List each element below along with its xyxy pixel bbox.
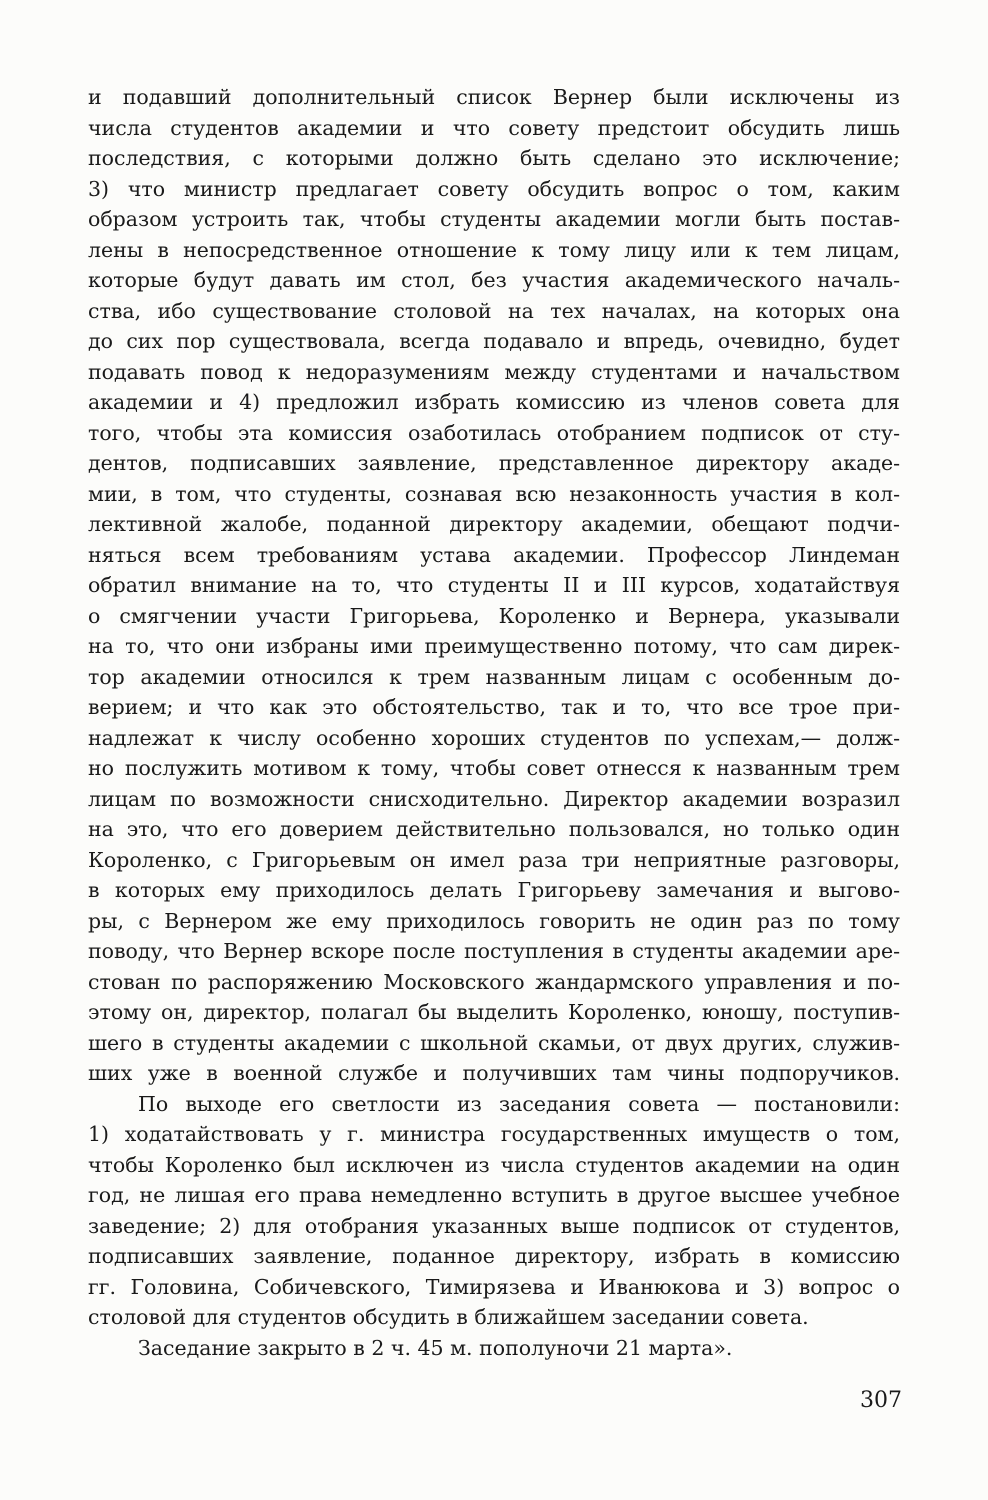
text-line: гг. Головина, Собичевского, Тимирязева и Иванюкова и 3) вопрос о	[88, 1274, 900, 1299]
text-line: тор академии относился к трем названным лицам с особенным до-	[88, 664, 900, 689]
text-line: шего в студенты академии с школьной скамьи, от двух других, служив-	[88, 1030, 900, 1055]
text-line: на то, что они избраны ими преимущественно потому, что сам дирек-	[88, 634, 900, 658]
text-line: ства, ибо существование столовой на тех началах, на которых она	[88, 298, 900, 323]
text-line: няться всем требованиям устава академии. Профессор Линдеман	[88, 542, 900, 567]
text-line: на это, что его доверием действительно пользовался, но только один	[88, 817, 900, 841]
text-line: год, не лишая его права немедленно вступить в другое высшее учебное	[88, 1183, 900, 1207]
text-line: дентов, подписавших заявление, представленное директору акаде-	[88, 451, 900, 475]
text-line: Короленко, с Григорьевым он имел раза три неприятные разговоры,	[88, 847, 900, 872]
body-text	[88, 82, 900, 1363]
text-line: Заседание закрыто в 2 ч. 45 м. пополуночи 21 марта».	[138, 1335, 733, 1360]
text-line: того, чтобы эта комиссия озаботилась отобранием подписок от сту-	[88, 420, 900, 445]
text-line: образом устроить так, чтобы студенты академии могли быть постав-	[88, 207, 900, 231]
text-line: последствия, с которыми должно быть сделано это исключение;	[88, 146, 900, 170]
text-line: которые будут давать им стол, без участия академического началь-	[88, 268, 900, 292]
text-line: в которых ему приходилось делать Григорьеву замечания и выгово-	[88, 878, 900, 902]
text-line: 1) ходатайствовать у г. министра государственных имуществ о том,	[88, 1122, 900, 1146]
text-line: до сих пор существовала, всегда подавало и впредь, очевидно, будет	[88, 329, 900, 353]
text-line: числа студентов академии и что совету предстоит обсудить лишь	[88, 115, 900, 140]
text-line: заведение; 2) для отобрания указанных выше подписок от студентов,	[88, 1213, 900, 1238]
text-line: ры, с Вернером же ему приходилось говорить не один раз по тому	[88, 908, 900, 933]
text-line: лены в непосредственное отношение к тому лицу или к тем лицам,	[88, 237, 900, 262]
text-line: академии и 4) предложил избрать комиссию из членов совета для	[88, 390, 900, 414]
text-line: этому он, директор, полагал бы выделить Короленко, юношу, поступив-	[88, 1000, 900, 1024]
text-line: надлежат к числу особенно хороших студентов по успехам,— долж-	[88, 725, 900, 750]
text-line: столовой для студентов обсудить в ближайшем заседании совета.	[88, 1305, 809, 1329]
text-line: подавать повод к недоразумениям между студентами и начальством	[88, 359, 900, 384]
text-line: верием; и что как это обстоятельство, так и то, что все трое при-	[88, 695, 900, 719]
text-line: обратил внимание на то, что студенты II и III курсов, ходатайствуя	[88, 573, 900, 597]
text-line: ших уже в военной службе и получивших там чины подпоручиков.	[88, 1061, 900, 1085]
text-line: чтобы Короленко был исключен из числа студентов академии на один	[88, 1152, 900, 1177]
text-line: мии, в том, что студенты, сознавая всю незаконность участия в кол-	[88, 481, 900, 506]
text-line: поводу, что Вернер вскоре после поступления в студенты академии аре-	[88, 939, 900, 963]
text-line: стован по распоряжению Московского жандармского управления и по-	[88, 969, 900, 994]
page-number: 307	[860, 1388, 902, 1413]
text-line: и подавший дополнительный список Вернер были исключены из	[88, 85, 900, 109]
text-line: лективной жалобе, поданной директору академии, обещают подчи-	[88, 512, 900, 536]
text-line: о смягчении участи Григорьева, Короленко и Вернера, указывали	[88, 603, 900, 628]
text-line: По выходе его светлости из заседания совета — постановили:	[138, 1091, 900, 1116]
text-line: лицам по возможности снисходительно. Директор академии возразил	[88, 786, 900, 811]
text-line: подписавших заявление, поданное директору, избрать в комиссию	[88, 1244, 900, 1268]
text-line: но послужить мотивом к тому, чтобы совет отнесся к названным трем	[88, 756, 900, 780]
text-line: 3) что министр предлагает совету обсудить вопрос о том, каким	[88, 176, 900, 201]
